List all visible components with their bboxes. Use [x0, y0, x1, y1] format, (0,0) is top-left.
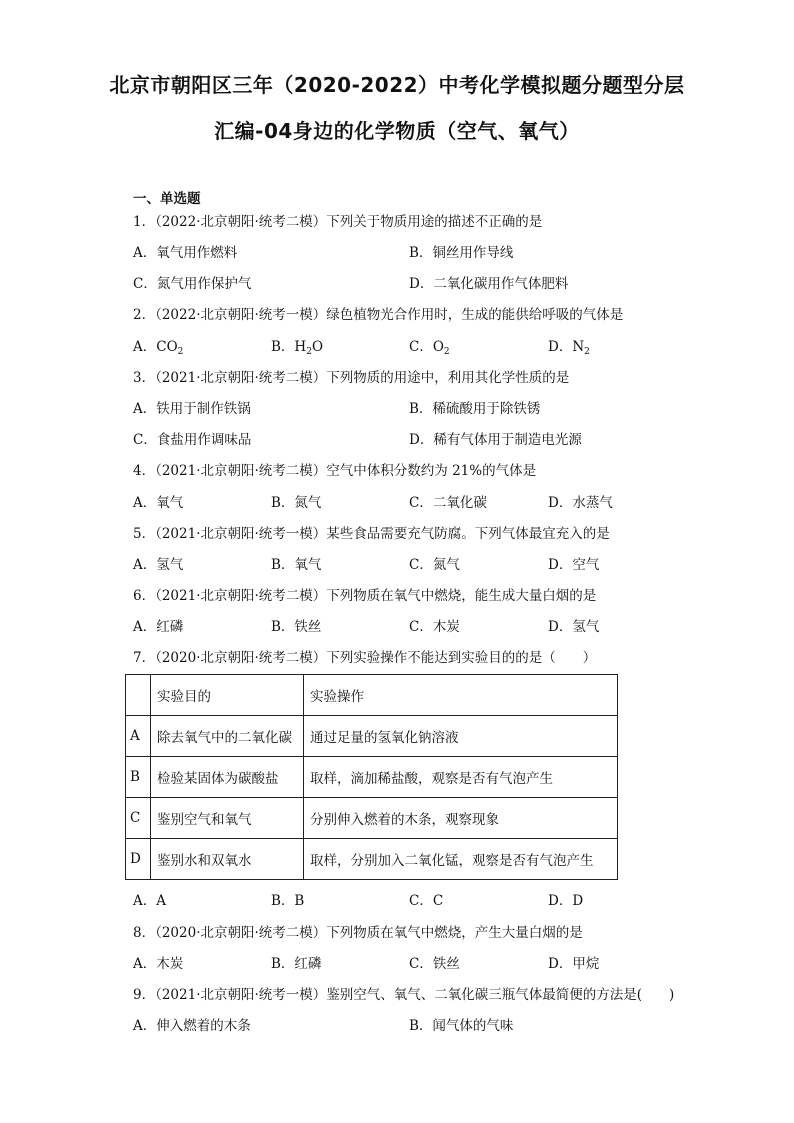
- table-cell-purpose: 鉴别空气和氧气: [151, 798, 304, 839]
- question-7-option-c: C．C: [409, 893, 444, 909]
- question-5-option-d: D．空气: [548, 557, 600, 573]
- table-header-purpose: 实验目的: [151, 675, 304, 716]
- document-title-line-2: 汇编-04身边的化学物质（空气、氧气）: [214, 119, 580, 143]
- table-cell-purpose: 检验某固体为碳酸盐: [151, 757, 304, 798]
- question-7-option-a: A．A: [133, 893, 166, 909]
- table-cell-label: A: [126, 716, 151, 757]
- question-4-stem: 4．（2021·北京朝阳·统考二模）空气中体积分数约为 21%的气体是: [133, 463, 537, 479]
- question-4-option-a: A．氧气: [133, 495, 184, 511]
- question-1-stem: 1．（2022·北京朝阳·统考二模）下列关于物质用途的描述不正确的是: [133, 214, 543, 230]
- question-1-option-b: B．铜丝用作导线: [409, 245, 514, 261]
- question-6-option-a: A．红磷: [133, 619, 184, 635]
- question-7-option-b: B．B: [271, 893, 305, 909]
- question-2-option-d: D．$N_2$: [548, 339, 590, 357]
- question-2-option-c: C．$O_2$: [409, 339, 450, 357]
- question-8-option-c: C．铁丝: [409, 956, 460, 972]
- table-row: [126, 839, 618, 880]
- question-7-stem: 7．（2020·北京朝阳·统考二模）下列实验操作不能达到实验目的的是（ ）: [133, 650, 597, 666]
- question-5-option-a: A．氢气: [133, 557, 184, 573]
- table-cell: [126, 675, 151, 716]
- question-1-option-d: D．二氧化碳用作气体肥料: [409, 276, 569, 292]
- question-9-option-a: A．伸入燃着的木条: [133, 1018, 251, 1034]
- question-5-stem: 5．（2021·北京朝阳·统考一模）某些食品需要充气防腐。下列气体最宜充入的是: [133, 526, 610, 542]
- question-4-option-c: C．二氧化碳: [409, 495, 487, 511]
- question-3-option-d: D．稀有气体用于制造电光源: [409, 432, 582, 448]
- question-2-option-a: A．$CO_2$: [133, 339, 184, 357]
- question-8-stem: 8．（2020·北京朝阳·统考二模）下列物质在氧气中燃烧，产生大量白烟的是: [133, 925, 583, 941]
- question-8-option-a: A．木炭: [133, 956, 184, 972]
- question-8-option-b: B．红磷: [271, 956, 322, 972]
- table-header-row: [126, 675, 618, 716]
- question-5-option-b: B．氧气: [271, 557, 322, 573]
- question-4-option-d: D．水蒸气: [548, 495, 613, 511]
- table-cell-purpose: 鉴别水和双氧水: [151, 839, 304, 880]
- table-cell-operation: 取样，分别加入二氧化锰，观察是否有气泡产生: [304, 839, 618, 880]
- question-2-stem: 2．（2022·北京朝阳·统考一模）绿色植物光合作用时，生成的能供给呼吸的气体是: [133, 307, 624, 323]
- question-3-option-a: A．铁用于制作铁锅: [133, 401, 251, 417]
- question-3-option-b: B．稀硫酸用于除铁锈: [409, 401, 541, 417]
- question-6-option-d: D．氢气: [548, 619, 600, 635]
- question-3-stem: 3．（2021·北京朝阳·统考二模）下列物质的用途中，利用其化学性质的是: [133, 370, 570, 386]
- table-cell-operation: 取样，滴加稀盐酸，观察是否有气泡产生: [304, 757, 618, 798]
- experiment-table: [125, 674, 618, 880]
- question-1-option-a: A．氧气用作燃料: [133, 245, 238, 261]
- table-header-operation: 实验操作: [304, 675, 618, 716]
- question-3-option-c: C．食盐用作调味品: [133, 432, 252, 448]
- table-cell-label: D: [126, 839, 151, 880]
- table-cell-operation: 通过足量的氢氧化钠溶液: [304, 716, 618, 757]
- question-7-option-d: D．D: [548, 893, 584, 909]
- table-cell-operation: 分别伸入燃着的木条，观察现象: [304, 798, 618, 839]
- question-8-option-d: D．甲烷: [548, 956, 600, 972]
- question-5-option-c: C．氮气: [409, 557, 460, 573]
- table-cell-label: B: [126, 757, 151, 798]
- question-9-option-b: B．闻气体的气味: [409, 1018, 514, 1034]
- table-cell-purpose: 除去氧气中的二氧化碳: [151, 716, 304, 757]
- table-row: [126, 757, 618, 798]
- question-6-option-b: B．铁丝: [271, 619, 322, 635]
- question-9-stem: 9．（2021·北京朝阳·统考一模）鉴别空气、氧气、二氧化碳三瓶气体最简便的方法是( ): [133, 987, 675, 1003]
- question-1-option-c: C．氮气用作保护气: [133, 276, 252, 292]
- question-6-stem: 6．（2021·北京朝阳·统考二模）下列物质在氧气中燃烧，能生成大量白烟的是: [133, 588, 597, 604]
- question-6-option-c: C．木炭: [409, 619, 460, 635]
- section-heading: 一、单选题: [133, 191, 201, 207]
- table-cell-label: C: [126, 798, 151, 839]
- question-2-option-b: B．$H_2O$: [271, 339, 324, 357]
- question-4-option-b: B．氮气: [271, 495, 322, 511]
- table-row: [126, 716, 618, 757]
- document-title-line-1: 北京市朝阳区三年（2020-2022）中考化学模拟题分题型分层: [109, 73, 685, 97]
- table-row: [126, 798, 618, 839]
